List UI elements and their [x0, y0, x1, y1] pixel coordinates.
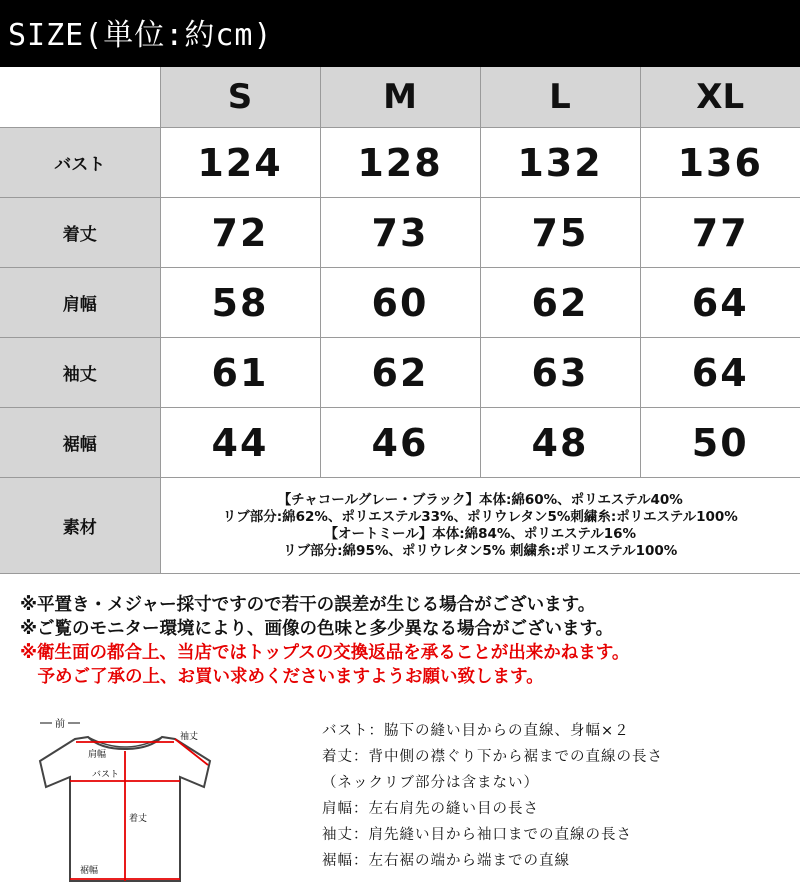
- cell-bust-s: 124: [160, 128, 320, 198]
- cell-sleeve-s: 61: [160, 338, 320, 408]
- cell-length-l: 75: [480, 198, 640, 268]
- note-line: ※平置き・メジャー採寸ですので若干の誤差が生じる場合がございます。: [20, 595, 596, 615]
- cell-bust-l: 132: [480, 128, 640, 198]
- table-row: [0, 408, 800, 478]
- row-label-length: 着丈: [0, 198, 160, 268]
- row-label-shoulder: 肩幅: [0, 268, 160, 338]
- size-header-row: [0, 67, 800, 128]
- material-row: [0, 478, 800, 574]
- legend-line: 肩幅：左右肩先の縫い目の長さ: [322, 801, 539, 817]
- legend-line: （ネックリブ部分は含まない）: [322, 775, 539, 791]
- legend-line: 裾幅：左右裾の端から端までの直線: [322, 853, 570, 869]
- legend-line: バスト：脇下の縫い目からの直線、身幅×２: [322, 723, 630, 739]
- page-title: SIZE(単位:約cm): [8, 18, 273, 53]
- table-row: [0, 338, 800, 408]
- table-row: [0, 128, 800, 198]
- title-bar: [0, 0, 800, 67]
- cell-shoulder-l: 62: [480, 268, 640, 338]
- note-line-warning: ※衛生面の都合上、当店ではトップスの交換返品を承ることが出来かねます。: [20, 643, 630, 663]
- size-header-s: S: [160, 67, 320, 128]
- tshirt-measurement-diagram: [30, 715, 230, 887]
- legend-line: 袖丈：肩先縫い目から袖口までの直線の長さ: [322, 827, 632, 843]
- size-header-m: M: [320, 67, 480, 128]
- row-label-sleeve: 袖丈: [0, 338, 160, 408]
- note-line: ※ご覧のモニター環境により、画像の色味と多少異なる場合がございます。: [20, 619, 614, 639]
- cell-hem-xl: 50: [640, 408, 800, 478]
- cell-bust-xl: 136: [640, 128, 800, 198]
- cell-hem-l: 48: [480, 408, 640, 478]
- shoulder-label: 肩幅: [88, 750, 107, 760]
- row-label-hem: 裾幅: [0, 408, 160, 478]
- cell-length-m: 73: [320, 198, 480, 268]
- notes: [20, 593, 790, 689]
- cell-sleeve-m: 62: [320, 338, 480, 408]
- note-line-warning: 予めご了承の上、お買い求めくださいますようお願い致します。: [20, 667, 544, 687]
- size-header-xl: XL: [640, 67, 800, 128]
- row-label-bust: バスト: [0, 128, 160, 198]
- cell-hem-m: 46: [320, 408, 480, 478]
- corner-cell: [0, 67, 160, 128]
- cell-bust-m: 128: [320, 128, 480, 198]
- cell-length-xl: 77: [640, 198, 800, 268]
- cell-length-s: 72: [160, 198, 320, 268]
- table-row: [0, 268, 800, 338]
- cell-hem-s: 44: [160, 408, 320, 478]
- length-label: 着丈: [129, 814, 148, 824]
- front-label: 前: [55, 719, 65, 730]
- legend-line: 着丈：背中側の襟ぐり下から裾までの直線の長さ: [322, 749, 663, 765]
- cell-shoulder-s: 58: [160, 268, 320, 338]
- material-line: リブ部分:綿62%、ポリエステル33%、ポリウレタン5%刺繍糸:ポリエステル100%: [222, 508, 738, 525]
- cell-shoulder-m: 60: [320, 268, 480, 338]
- material-line: リブ部分:綿95%、ポリウレタン5% 刺繍糸:ポリエステル100%: [283, 542, 678, 559]
- sleeve-label: 袖丈: [180, 732, 199, 742]
- hem-label: 裾幅: [80, 866, 99, 876]
- material-text: [160, 478, 800, 574]
- size-table: [0, 67, 800, 574]
- row-label-material: 素材: [0, 478, 160, 574]
- cell-sleeve-l: 63: [480, 338, 640, 408]
- material-line: 【オートミール】本体:綿84%、ポリエステル16%: [324, 525, 637, 542]
- material-line: 【チャコールグレー・ブラック】本体:綿60%、ポリエステル40%: [277, 491, 683, 508]
- table-row: [0, 198, 800, 268]
- measurement-legend: [322, 718, 797, 874]
- cell-shoulder-xl: 64: [640, 268, 800, 338]
- bust-label: バスト: [92, 770, 120, 780]
- size-header-l: L: [480, 67, 640, 128]
- cell-sleeve-xl: 64: [640, 338, 800, 408]
